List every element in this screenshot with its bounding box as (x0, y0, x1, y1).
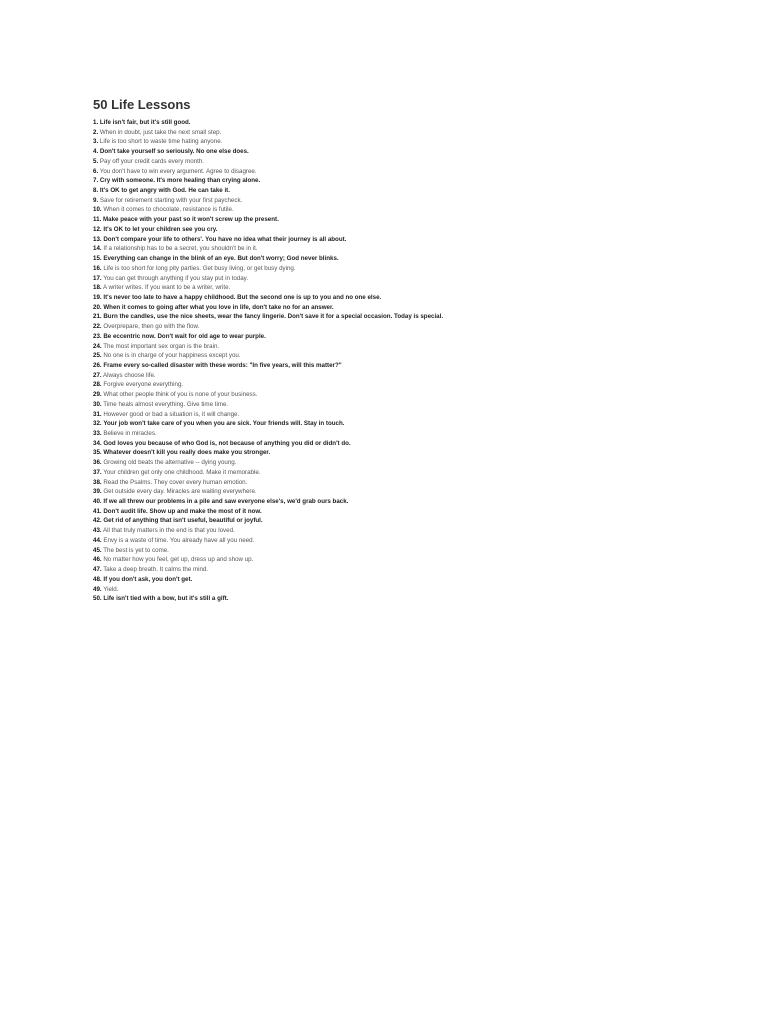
list-item (93, 429, 753, 439)
lesson-text: When in doubt, just take the next small step. (99, 128, 222, 136)
lesson-number: 10. (93, 206, 102, 214)
list-item (93, 128, 753, 138)
list-item (93, 312, 753, 322)
lesson-number: 20. (93, 303, 102, 311)
lesson-number: 3. (93, 138, 99, 146)
list-item (93, 536, 753, 546)
lesson-text: Life is too short for long pity parties. Get busy living, or get busy dying. (103, 264, 296, 272)
lesson-number: 17. (93, 274, 102, 282)
list-item (93, 137, 753, 147)
lesson-text: If we all threw our problems in a pile and saw everyone else's, we'd grab ours back. (103, 498, 349, 506)
list-item (93, 322, 753, 332)
lesson-number: 36. (93, 459, 102, 467)
lesson-number: 35. (93, 449, 102, 457)
lesson-text: Life isn't fair, but it's still good. (99, 119, 191, 126)
lesson-number: 13. (93, 235, 102, 243)
lesson-text: Yield. (103, 585, 119, 593)
lesson-text: Your children get only one childhood. Make it memorable. (103, 468, 261, 476)
lesson-number: 50. (93, 595, 102, 603)
lesson-number: 19. (93, 293, 102, 301)
lesson-text: Make peace with your past so it won't screw up the present. (103, 216, 279, 224)
list-item (93, 225, 753, 235)
lesson-number: 2. (93, 128, 99, 136)
lesson-text: Your job won't take care of you when you are sick. Your friends will. Stay in touch. (103, 420, 345, 428)
lesson-text: Life isn't tied with a bow, but it's still a gift. (103, 595, 229, 603)
list-item (93, 400, 753, 410)
lesson-number: 5. (93, 157, 99, 165)
lesson-text: No one is in charge of your happiness except you. (103, 352, 241, 360)
lesson-number: 48. (93, 575, 102, 583)
list-item (93, 594, 753, 604)
lesson-text: Time heals almost everything. Give time time. (103, 400, 229, 408)
document-title: 50 Life Lessons (93, 97, 191, 112)
lesson-number: 38. (93, 478, 102, 486)
lesson-text: Overprepare, then go with the flow. (103, 323, 200, 331)
lesson-number: 32. (93, 420, 102, 428)
list-item (93, 468, 753, 478)
list-item (93, 380, 753, 390)
lesson-number: 1. (93, 119, 99, 126)
lesson-text: When it comes to going after what you love in life, don't take no for an answer. (103, 303, 334, 311)
lesson-text: Believe in miracles. (103, 430, 157, 437)
list-item (93, 478, 753, 488)
lesson-number: 8. (93, 187, 99, 195)
lesson-number: 11. (93, 216, 102, 224)
lesson-number: 34. (93, 439, 102, 447)
list-item (93, 371, 753, 381)
list-item (93, 293, 753, 303)
lesson-text: No matter how you feel, get up, dress up and show up. (103, 556, 254, 564)
lesson-number: 25. (93, 352, 102, 360)
list-item (93, 361, 753, 371)
lesson-number: 9. (93, 196, 99, 204)
lesson-text: Don't compare your life to others'. You have no idea what their journey is all about. (103, 235, 347, 243)
lesson-text: God loves you because of who God is, not because of anything you did or didn't do. (103, 439, 351, 447)
lessons-list (93, 118, 753, 604)
lesson-text: Forgive everyone everything. (103, 381, 184, 389)
lesson-number: 22. (93, 323, 102, 331)
lesson-text: Take a deep breath. It calms the mind. (103, 566, 209, 574)
list-item (93, 487, 753, 497)
list-item (93, 254, 753, 264)
lesson-number: 14. (93, 245, 102, 253)
list-item (93, 215, 753, 225)
lesson-text: Always choose life. (103, 371, 156, 379)
list-item (93, 526, 753, 536)
lesson-number: 39. (93, 488, 102, 496)
lesson-text: It's never too late to have a happy childhood. But the second one is up to you and no one else. (103, 293, 382, 301)
lesson-text: You don't have to win every argument. Agree to disagree. (99, 167, 257, 175)
lesson-text: When it comes to chocolate, resistance is futile. (103, 206, 234, 214)
list-item (93, 575, 753, 585)
list-item (93, 196, 753, 206)
list-item (93, 264, 753, 274)
lesson-text: If a relationship has to be a secret, you shouldn't be in it. (103, 245, 258, 253)
lesson-text: The most important sex organ is the brain. (103, 342, 220, 350)
list-item (93, 186, 753, 196)
list-item (93, 205, 753, 215)
list-item (93, 167, 753, 177)
list-item (93, 497, 753, 507)
lesson-text: Read the Psalms. They cover every human emotion. (103, 478, 248, 486)
lesson-number: 47. (93, 566, 102, 574)
lesson-text: Growing old beats the alternative -- dying young. (103, 459, 237, 467)
list-item (93, 303, 753, 313)
list-item (93, 342, 753, 352)
lesson-text: Save for retirement starting with your first paycheck. (99, 196, 243, 204)
lesson-text: Cry with someone. It's more healing than crying alone. (99, 177, 261, 185)
lesson-number: 31. (93, 410, 102, 418)
list-item (93, 410, 753, 420)
lesson-text: Get rid of anything that isn't useful, beautiful or joyful. (103, 517, 263, 525)
lesson-text: However good or bad a situation is, it will change. (103, 410, 240, 418)
list-item (93, 283, 753, 293)
lesson-text: You can get through anything if you stay put in today. (103, 274, 249, 282)
lesson-text: If you don't ask, you don't get. (103, 575, 193, 583)
list-item (93, 439, 753, 449)
lesson-text: Burn the candles, use the nice sheets, wear the fancy lingerie. Don't save it for a special occasion. Today is special. (103, 313, 444, 321)
lesson-number: 42. (93, 517, 102, 525)
document-page (93, 96, 753, 604)
lesson-number: 12. (93, 225, 102, 233)
list-item (93, 235, 753, 245)
lesson-number: 28. (93, 381, 102, 389)
list-item (93, 448, 753, 458)
lesson-number: 21. (93, 313, 102, 321)
lesson-text: What other people think of you is none of your business. (103, 391, 258, 399)
list-item (93, 351, 753, 361)
lesson-text: Frame every so-called disaster with these words: "In five years, will this matter?" (103, 361, 342, 369)
lesson-number: 24. (93, 342, 102, 350)
list-item (93, 546, 753, 556)
list-item (93, 157, 753, 167)
lesson-number: 7. (93, 177, 99, 185)
lesson-number: 46. (93, 556, 102, 564)
list-item (93, 565, 753, 575)
list-item (93, 555, 753, 565)
list-item (93, 419, 753, 429)
list-item (93, 244, 753, 254)
lesson-number: 41. (93, 507, 102, 515)
lesson-number: 37. (93, 468, 102, 476)
lesson-number: 33. (93, 430, 102, 437)
list-item (93, 458, 753, 468)
lesson-number: 27. (93, 371, 102, 379)
lesson-number: 4. (93, 148, 99, 156)
list-item (93, 274, 753, 284)
list-item (93, 118, 753, 128)
list-item (93, 147, 753, 157)
lesson-text: Be eccentric now. Don't wait for old age to wear purple. (103, 332, 266, 340)
lesson-number: 45. (93, 546, 102, 554)
list-item (93, 176, 753, 186)
lesson-number: 43. (93, 527, 102, 535)
lesson-text: A writer writes. If you want to be a writer, write. (103, 284, 231, 292)
lesson-number: 23. (93, 332, 102, 340)
lesson-number: 40. (93, 498, 102, 506)
lesson-text: It's OK to get angry with God. He can take it. (99, 187, 230, 195)
lesson-number: 6. (93, 167, 99, 175)
lesson-text: Everything can change in the blink of an eye. But don't worry; God never blinks. (103, 255, 339, 263)
lesson-number: 16. (93, 264, 102, 272)
lesson-number: 15. (93, 255, 102, 263)
lesson-text: Pay off your credit cards every month. (99, 157, 204, 165)
lesson-text: Get outside every day. Miracles are waiting everywhere. (103, 488, 257, 496)
lesson-text: Whatever doesn't kill you really does make you stronger. (103, 449, 271, 457)
lesson-text: Don't audit life. Show up and make the most of it now. (103, 507, 262, 515)
lesson-text: The best is yet to come. (103, 546, 169, 554)
lesson-number: 30. (93, 400, 102, 408)
list-item (93, 507, 753, 517)
lesson-text: It's OK to let your children see you cry. (103, 225, 218, 233)
lesson-text: Life is too short to waste time hating anyone. (99, 138, 223, 146)
lesson-number: 26. (93, 361, 102, 369)
lesson-number: 18. (93, 284, 102, 292)
list-item (93, 585, 753, 595)
lesson-text: Envy is a waste of time. You already have all you need. (103, 536, 255, 544)
list-item (93, 332, 753, 342)
lesson-number: 44. (93, 536, 102, 544)
list-item (93, 390, 753, 400)
lesson-number: 29. (93, 391, 102, 399)
lesson-text: Don't take yourself so seriously. No one else does. (99, 148, 249, 156)
lesson-text: All that truly matters in the end is that you loved. (103, 527, 235, 535)
list-item (93, 516, 753, 526)
lesson-number: 49. (93, 585, 102, 593)
